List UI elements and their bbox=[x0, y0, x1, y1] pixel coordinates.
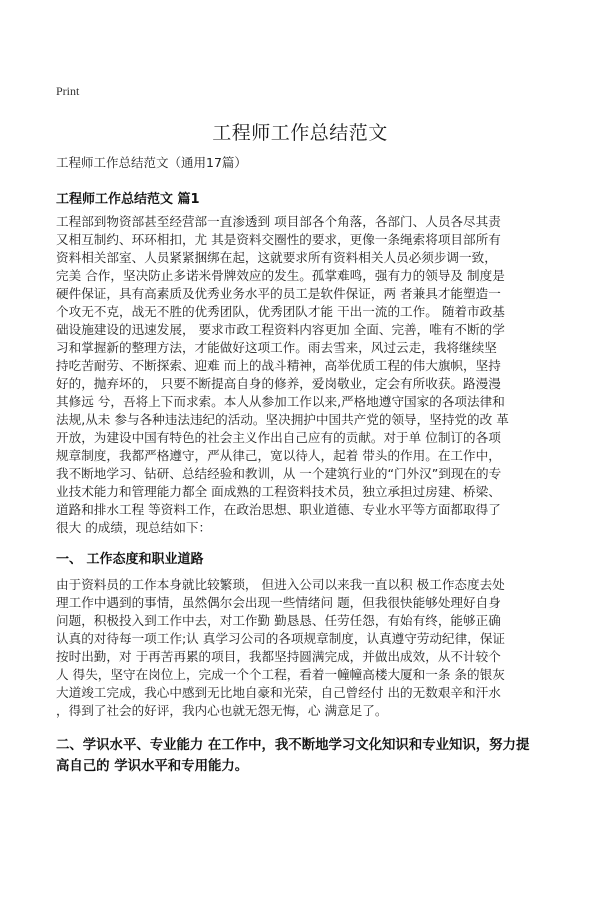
paragraph-line: 问题，积极投入到工作中去，对工作勤 勤恳恳、任劳任怨，有始有终，能够正确 bbox=[56, 613, 501, 628]
paragraph-line: 道路和排水工程 等资料工作，在政治思想、职业道德、专业水平等方面都取得了 bbox=[56, 502, 501, 517]
paragraph-line: 认真的对待每一项工作;认 真学习公司的各项规章制度，认真遵守劳动纪律，保证 bbox=[56, 631, 506, 646]
paragraph-line: ，得到了社会的好评，我内心也就无怨无悔，心 满意足了。 bbox=[56, 703, 388, 718]
paragraph-line: 按时出勤，对 于再苦再累的项目，我都坚持圆满完成，并做出成效，从不计较个 bbox=[56, 649, 501, 664]
part-heading: 工程师工作总结范文 篇1 bbox=[56, 192, 200, 207]
section-2-paragraph bbox=[56, 735, 550, 777]
paragraph-line: 完美 合作，坚决防止多诺米骨牌效应的发生。孤掌难鸣，强有力的领导及 制度是 bbox=[56, 268, 505, 283]
paragraph-line: 习和掌握新的整理方法，才能做好这项工作。雨去雪来，风过云走，我将继续坚 bbox=[56, 340, 497, 355]
intro-paragraph bbox=[56, 213, 548, 537]
paragraph-line: 又相互制约、环环相扣，尤 其是资料交圈性的要求，更像一条绳索将项目部所有 bbox=[56, 232, 501, 247]
document-subtitle: 工程师工作总结范文（通用17篇） bbox=[56, 155, 247, 170]
paragraph-line: 持吃苦耐劳、不断探索、迎难 而上的战斗精神，高举优质工程的伟大旗帜，坚持 bbox=[56, 358, 501, 373]
paragraph-line: 硬件保证，具有高素质及优秀业务水平的员工是软件保证，两 者兼具才能塑造一 bbox=[56, 286, 501, 301]
paragraph-line: 资料相关部室、人员紧紧捆绑在起，这就要求所有资料相关人员必须步调一致， bbox=[56, 250, 497, 265]
paragraph-line: 工程部到物资部甚至经营部一直渗透到 项目部各个角落，各部门、人员各尽其责 bbox=[56, 214, 501, 229]
paragraph-line: 法规,从未 参与各种违法违纪的活动。坚决拥护中国共产党的领导，坚持党的改 革 bbox=[56, 412, 509, 427]
section-2-heading-line: 二、学识水平、专业能力 在工作中，我不断地学习文化知识和专业知识，努力提 bbox=[56, 738, 530, 753]
paragraph-line: 开放，为建设中国有特色的社会主义作出自己应有的贡献。对于单 位制订的各项 bbox=[56, 430, 501, 445]
paragraph-line: 理工作中遇到的事情，虽然偶尔会出现一些情绪问 题，但我很快能够处理好自身 bbox=[56, 595, 501, 610]
paragraph-line: 个攻无不克，战无不胜的优秀团队，优秀团队才能 干出一流的工作。 随着市政基 bbox=[56, 304, 505, 319]
section-1-paragraph bbox=[56, 576, 548, 720]
print-label: Print bbox=[56, 84, 80, 98]
paragraph-line: 规章制度，我都严格遵守，严从律己，宽以待人，起着 带头的作用。在工作中， bbox=[56, 448, 501, 463]
document-title: 工程师工作总结范文 bbox=[212, 122, 388, 144]
paragraph-line: 由于资料员的工作本身就比较繁琐， 但进入公司以来我一直以积 极工作态度去处 bbox=[56, 577, 505, 592]
paragraph-line: 业技术能力和管理能力都全 面成熟的工程资料技术员，独立承担过房建、桥梁、 bbox=[56, 484, 501, 499]
paragraph-line: 人 得失，坚守在岗位上，完成一个个工程，看着一幢幢高楼大厦和一条 条的银灰 bbox=[56, 667, 505, 682]
paragraph-line: 好的，抛弃坏的， 只要不断提高自身的修养，爱岗敬业，定会有所收获。路漫漫 bbox=[56, 376, 501, 391]
paragraph-line: 其修远 兮，吾将上下而求索。本人从参加工作以来,严格地遵守国家的各项法律和 bbox=[56, 394, 505, 409]
section-1-heading: 一、 工作态度和职业道路 bbox=[56, 552, 204, 567]
paragraph-line: 大道竣工完成，我心中感到无比地自豪和光荣，自己曾经付 出的无数艰辛和汗水 bbox=[56, 685, 501, 700]
paragraph-line: 我不断地学习、钻研、总结经验和教训，从 一个建筑行业的“门外汉”到现在的专 bbox=[56, 466, 502, 481]
section-2-heading-line: 高自己的 学识水平和专用能力。 bbox=[56, 759, 249, 774]
paragraph-line: 很大 的成绩，现总结如下： bbox=[56, 520, 212, 535]
paragraph-line: 础设施建设的迅速发展， 要求市政工程资料内容更加 全面、完善，唯有不断的学 bbox=[56, 322, 505, 337]
